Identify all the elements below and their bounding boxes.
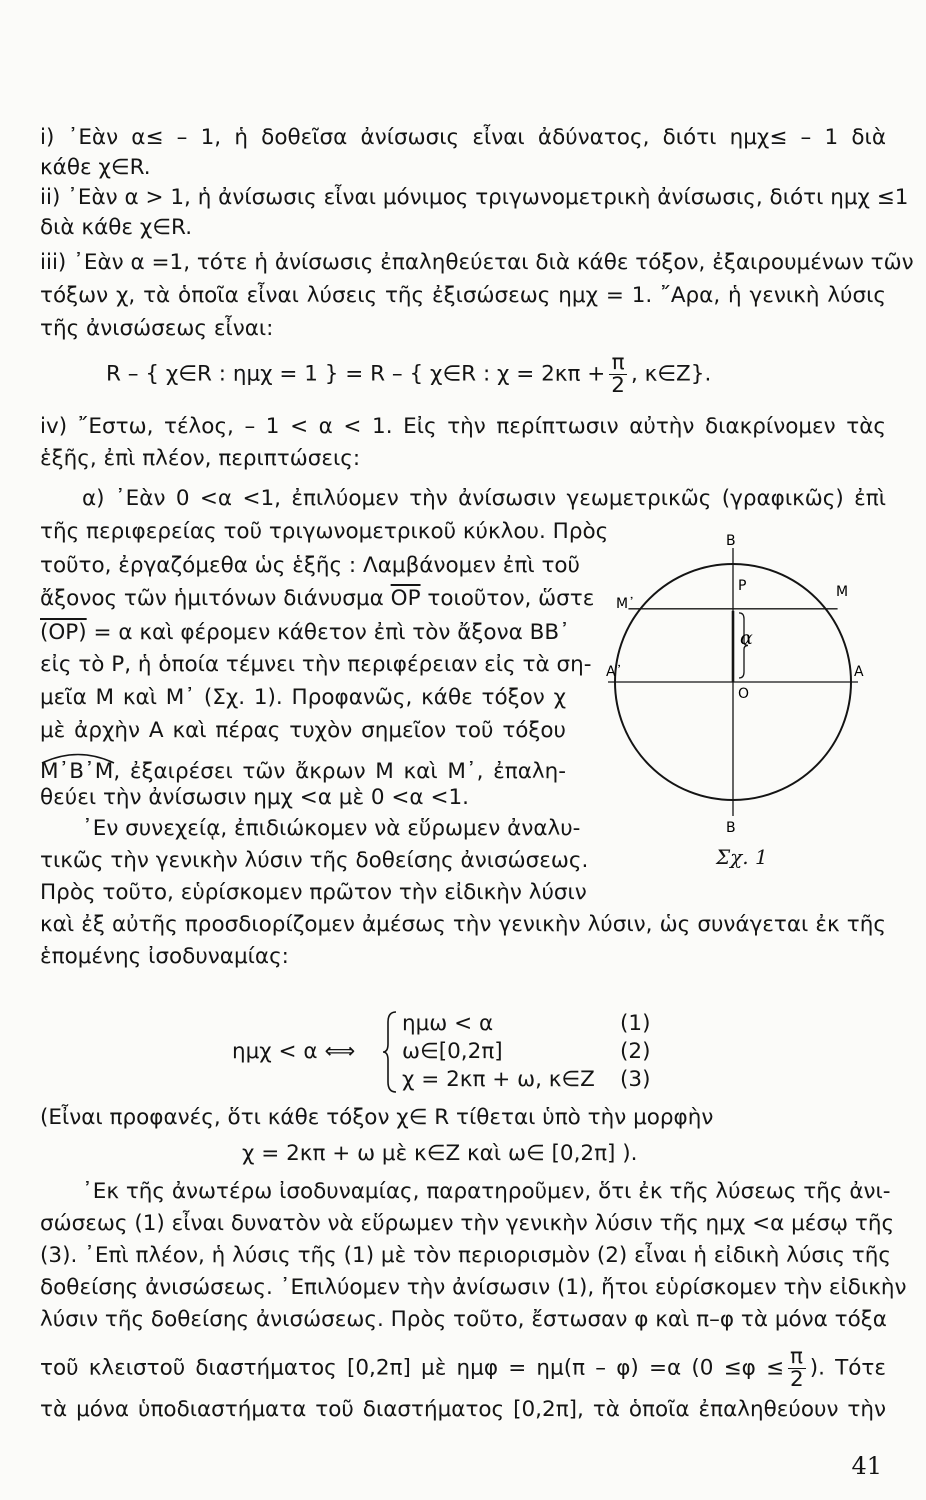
text-line: λύσιν τῆς δοθείσης ἀνισώσεως. Πρὸς τοῦτο, ἔστωσαν φ καὶ π–φ τὰ μόνα τόξα [40, 1307, 887, 1332]
fraction [609, 352, 627, 397]
system-lhs: ημχ < α ⟺ [232, 1039, 356, 1064]
text-line: κάθε χ∈R. [40, 155, 151, 180]
text-span: ἄξονος τῶν ἡμιτόνων διάνυσμα [40, 586, 384, 611]
text-line: θεύει τὴν ἀνίσωσιν ημχ <α μὲ 0 <α <1. [40, 785, 469, 810]
text-span: τοιοῦτον, ὥστε [427, 586, 595, 611]
text-line: χ = 2κπ + ω μὲ κ∈Z καὶ ω∈ [0,2π] ). [242, 1141, 638, 1166]
text-line: ii) ᾿Εὰν α > 1, ἡ ἀνίσωσις εἶναι μόνιμος τριγωνομετρικὴ ἀνίσωσις, διότι ημχ ≤1 [40, 185, 909, 210]
label-m-prime: M᾽ [616, 596, 636, 612]
text-line [40, 585, 595, 613]
text-line: ᾿Εν συνεχείᾳ, ἐπιδιώκομεν νὰ εὕρωμεν ἀναλυ- [82, 816, 581, 841]
equivalence-system [232, 1010, 692, 1094]
equation-left: R – { χ∈R : ημχ = 1 } = R – { χ∈R : χ = 2κπ + [106, 361, 606, 387]
text-line: i) ᾿Εὰν α≤ – 1, ἡ δοθεῖσα ἀνίσωσις εἶναι ἀδύνατος, διότι ημχ≤ – 1 διὰ [40, 125, 886, 150]
text-line: τῆς περιφερείας τοῦ τριγωνομετρικοῦ κύκλου. Πρὸς [40, 519, 609, 544]
label-b-bottom: B [726, 820, 736, 836]
arc-notation [40, 758, 113, 786]
text-line: α) ᾿Εὰν 0 <α <1, ἐπιλύομεν τὴν ἀνίσωσιν γεωμετρικῶς (γραφικῶς) ἐπὶ [82, 486, 886, 511]
equation-tag: (1) [620, 1011, 651, 1036]
text-line: ἑπομένης ἰσοδυναμίας: [40, 944, 289, 969]
text-line: τόξων χ, τὰ ὁποῖα εἶναι λύσεις τῆς ἐξισώσεως ημχ = 1. ῎Αρα, ἡ γενικὴ λύσις [40, 283, 886, 308]
equation-tag: (2) [620, 1039, 651, 1064]
figure-caption: Σχ. 1 [716, 845, 768, 869]
text-line: σώσεως (1) εἶναι δυνατὸν νὰ εὕρωμεν τὴν γενικὴν λύσιν τῆς ημχ <α μέσῳ τῆς [40, 1211, 895, 1236]
vector-op-measure: (OP) [40, 620, 87, 645]
equation-tag: (3) [620, 1067, 651, 1092]
text-line: (Εἶναι προφανές, ὅτι κάθε τόξον χ∈ R τίθεται ὑπὸ τὴν μορφὴν [40, 1105, 714, 1130]
text-line: δοθείσης ἀνισώσεως. ᾿Επιλύομεν τὴν ἀνίσωσιν (1), ἤτοι εὑρίσκομεν τὴν εἰδικὴν [40, 1275, 907, 1300]
system-expr: ω∈[0,2π] [402, 1039, 503, 1064]
label-m: M [836, 584, 849, 600]
text-line: εἰς τὸ P, ἡ ὁποία τέμνει τὴν περιφέρειαν εἰς τὰ ση- [40, 652, 592, 677]
label-b-top: B [726, 533, 736, 549]
page-number: 41 [851, 1452, 882, 1480]
text-line [40, 758, 566, 786]
text-line: (3). ᾿Επὶ πλέον, ἡ λύσις τῆς (1) μὲ τὸν περιορισμὸν (2) εἶναι ἡ εἰδικὴ λύσις τῆς [40, 1243, 891, 1268]
text-line: iv) ῎Εστω, τέλος, – 1 < α < 1. Εἰς τὴν περίπτωσιν αὐτὴν διακρίνομεν τὰς [40, 414, 886, 439]
text-line: τοῦτο, ἐργαζόμεθα ὡς ἑξῆς : Λαμβάνομεν ἐπὶ τοῦ [40, 553, 580, 578]
text-line: Πρὸς τοῦτο, εὑρίσκομεν πρῶτον τὴν εἰδικὴν λύσιν [40, 880, 587, 905]
text-span: , ἐξαιρέσει τῶν ἄκρων M καὶ M᾽, ἐπαλη- [113, 759, 566, 784]
text-line: iii) ᾿Εὰν α =1, τότε ἡ ἀνίσωσις ἐπαληθεύεται διὰ κάθε τόξον, ἐξαιρουμένων τῶν [40, 250, 914, 275]
text-span: = α καὶ φέρομεν κάθετον ἐπὶ τὸν ἄξονα BB᾽ [93, 620, 570, 645]
left-brace [382, 1010, 398, 1094]
text-line [40, 1346, 886, 1391]
equation-general-solution [106, 352, 866, 397]
system-row [402, 1038, 702, 1066]
system-row [402, 1066, 702, 1094]
arc-mark [40, 750, 116, 764]
text-line [40, 619, 570, 647]
system-expr: ημω < α [402, 1011, 494, 1036]
equivalence-arrow: ⟺ [324, 1039, 356, 1064]
label-p: P [738, 578, 747, 594]
label-alpha: α [740, 627, 753, 649]
label-o: O [738, 686, 750, 702]
text-span: τοῦ κλειστοῦ διαστήματος [0,2π] μὲ ημφ = ημ(π – φ) =α (0 ≤φ ≤ [40, 1355, 785, 1381]
system-expr: χ = 2κπ + ω, κ∈Z [402, 1067, 595, 1092]
figure-trig-circle [606, 532, 878, 836]
text-line: τικῶς τὴν γενικὴν λύσιν τῆς δοθείσης ἀνισώσεως. [40, 848, 589, 873]
arc-label: M᾽B᾽M [40, 759, 114, 784]
fraction-denominator: 2 [790, 1367, 804, 1392]
text-line: ἑξῆς, ἐπὶ πλέον, περιπτώσεις: [40, 446, 361, 471]
text-line: διὰ κάθε χ∈R. [40, 215, 193, 240]
fraction [788, 1346, 806, 1391]
vector-op: $\overline{OP}$ [390, 586, 421, 611]
text-line: ᾿Εκ τῆς ἀνωτέρω ἰσοδυναμίας, παρατηροῦμεν, ὅτι ἐκ τῆς λύσεως τῆς ἀνι- [82, 1179, 891, 1204]
text-line: τὰ μόνα ὑποδιαστήματα τοῦ διαστήματος [0,2π], τὰ ὁποῖα ἐπαληθεύουν τὴν [40, 1397, 886, 1422]
text-line: τῆς ἀνισώσεως εἶναι: [40, 316, 274, 341]
label-a: A [854, 664, 864, 680]
label-a-prime: A᾽ [606, 664, 623, 680]
fraction-numerator: π [609, 352, 627, 375]
text-span: ). Τότε [809, 1355, 886, 1381]
text-line: μεῖα M καὶ M᾽ (Σχ. 1). Προφανῶς, κάθε τόξον χ [40, 685, 566, 710]
fraction-denominator: 2 [611, 373, 625, 398]
equation-right: , κ∈Z}. [630, 361, 712, 387]
text-line: καὶ ἐξ αὐτῆς προσδιορίζομεν ἀμέσως τὴν γενικὴν λύσιν, ὡς συνάγεται ἐκ τῆς [40, 912, 886, 937]
fraction-numerator: π [788, 1346, 806, 1369]
text-line: μὲ ἀρχὴν A καὶ πέρας τυχὸν σημεῖον τοῦ τόξου [40, 718, 566, 743]
trig-circle-diagram [606, 532, 878, 836]
system-row [402, 1010, 702, 1038]
